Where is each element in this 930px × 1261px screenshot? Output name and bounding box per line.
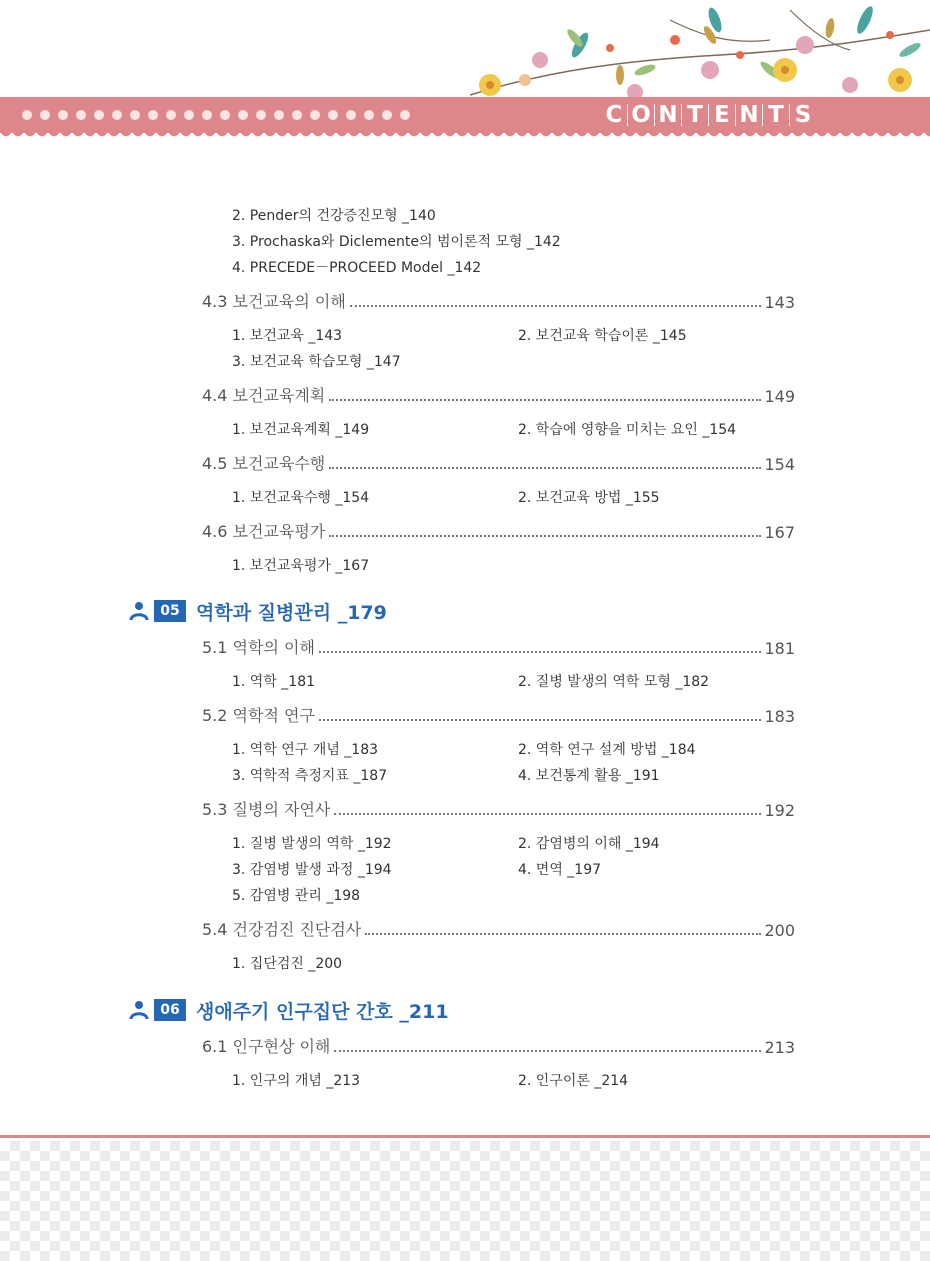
toc-item[interactable]: 2. 인구이론 _214: [518, 1073, 629, 1089]
section-title: 4.5 보건교육수행: [202, 454, 326, 473]
footer-divider: [0, 1135, 930, 1138]
section-title: 5.2 역학적 연구: [202, 706, 315, 725]
person-icon: [128, 999, 150, 1021]
toc-item[interactable]: 1. 보건교육수행 _154: [232, 490, 370, 506]
toc-item[interactable]: 2. 질병 발생의 역학 모형 _182: [518, 674, 710, 690]
dot-leader: [329, 467, 761, 469]
toc-item[interactable]: 1. 집단검진 _200: [232, 956, 343, 972]
dot-leader: [319, 651, 762, 653]
toc-item[interactable]: 2. 역학 연구 설계 방법 _184: [518, 742, 696, 758]
chapter-title: 생애주기 인구집단 간호 _211: [196, 1000, 449, 1023]
section-title: 4.3 보건교육의 이해: [202, 292, 346, 311]
toc-chapter-05[interactable]: [128, 597, 387, 625]
toc-section-4-5[interactable]: [202, 454, 795, 474]
toc-item[interactable]: 2. Pender의 건강증진모형 _140: [232, 208, 436, 224]
toc-section-4-3[interactable]: [202, 292, 795, 312]
section-title: 6.1 인구현상 이해: [202, 1037, 331, 1056]
toc-section-5-2[interactable]: [202, 706, 795, 726]
toc-section-5-4[interactable]: [202, 920, 795, 940]
toc-section-5-3[interactable]: [202, 800, 795, 820]
dot-leader: [334, 813, 761, 815]
toc-item[interactable]: 4. 면역 _197: [518, 862, 602, 878]
section-page: 181: [764, 639, 795, 658]
toc-item[interactable]: 2. 보건교육 방법 _155: [518, 490, 660, 506]
person-icon: [128, 600, 150, 622]
contents-heading: C O N T E N T S: [605, 102, 812, 128]
dot-leader: [329, 535, 761, 537]
toc-item[interactable]: 4. 보건통계 활용 _191: [518, 768, 660, 784]
toc-item[interactable]: 2. 학습에 영향을 미치는 요인 _154: [518, 422, 737, 438]
toc-item[interactable]: 3. 보건교육 학습모형 _147: [232, 354, 401, 370]
chapter-number: 06: [154, 999, 186, 1021]
toc-section-6-1[interactable]: [202, 1037, 795, 1057]
chapter-number: 05: [154, 600, 186, 622]
toc-item[interactable]: 5. 감염병 관리 _198: [232, 888, 361, 904]
toc-item[interactable]: 2. 감염병의 이해 _194: [518, 836, 660, 852]
footer-checker-pattern: [0, 1141, 930, 1261]
section-title: 4.4 보건교육계획: [202, 386, 326, 405]
section-page: 192: [764, 801, 795, 820]
toc-item[interactable]: 1. 인구의 개념 _213: [232, 1073, 361, 1089]
toc-item[interactable]: 4. PRECEDE－PROCEED Model _142: [232, 260, 482, 276]
toc-item[interactable]: 3. 감염병 발생 과정 _194: [232, 862, 392, 878]
section-page: 213: [764, 1038, 795, 1057]
dot-leader: [365, 933, 761, 935]
toc-item[interactable]: 1. 역학 _181: [232, 674, 316, 690]
toc-item[interactable]: 1. 보건교육평가 _167: [232, 558, 370, 574]
toc-section-4-6[interactable]: [202, 522, 795, 542]
dot-leader: [329, 399, 761, 401]
section-page: 200: [764, 921, 795, 940]
section-title: 5.1 역학의 이해: [202, 638, 315, 657]
toc-section-5-1[interactable]: [202, 638, 795, 658]
toc-item[interactable]: 1. 역학 연구 개념 _183: [232, 742, 379, 758]
toc-item[interactable]: 2. 보건교육 학습이론 _145: [518, 328, 687, 344]
dot-leader: [350, 305, 762, 307]
section-page: 149: [764, 387, 795, 406]
toc-section-4-4[interactable]: [202, 386, 795, 406]
toc-item[interactable]: 3. Prochaska와 Diclemente의 범이론적 모형 _142: [232, 234, 561, 250]
section-title: 4.6 보건교육평가: [202, 522, 326, 541]
section-title: 5.3 질병의 자연사: [202, 800, 331, 819]
section-title: 5.4 건강검진 진단검사: [202, 920, 362, 939]
section-page: 143: [764, 293, 795, 312]
toc-item[interactable]: 1. 질병 발생의 역학 _192: [232, 836, 392, 852]
toc-chapter-06[interactable]: [128, 996, 449, 1024]
section-page: 167: [764, 523, 795, 542]
toc-item[interactable]: 3. 역학적 측정지표 _187: [232, 768, 388, 784]
section-page: 183: [764, 707, 795, 726]
toc-item[interactable]: 1. 보건교육 _143: [232, 328, 343, 344]
chapter-title: 역학과 질병관리 _179: [196, 601, 387, 624]
dot-leader: [334, 1050, 761, 1052]
section-page: 154: [764, 455, 795, 474]
toc-item[interactable]: 1. 보건교육계획 _149: [232, 422, 370, 438]
dot-leader: [319, 719, 762, 721]
